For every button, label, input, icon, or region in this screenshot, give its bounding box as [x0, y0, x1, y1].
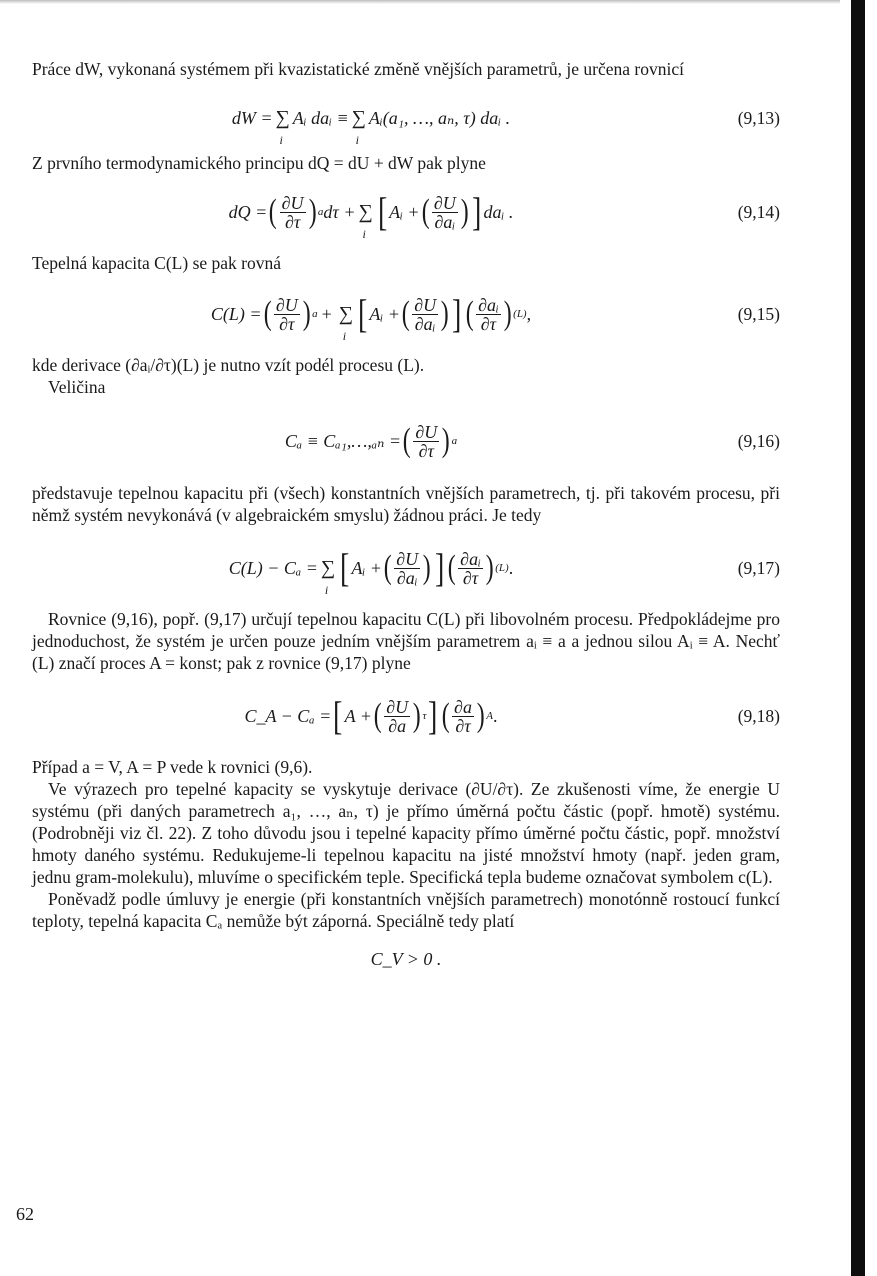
eq15-frac-2: $\frac{\partial U}{\text{∂aᵢ}}$	[414, 294, 437, 334]
eq13-number: (9,13)	[737, 108, 780, 128]
eq18-frac-2: $\frac{\partial a}{\partial\tau}$	[454, 696, 472, 736]
eq15-number: (9,15)	[737, 304, 780, 324]
eq13-sum-1: ∑ i	[275, 107, 290, 147]
final-inequality: C_V > 0 .	[370, 949, 442, 969]
eq15-lhs: C(L) =	[210, 304, 262, 324]
equation-9-18: C_A − Cₐ = [ A + ( $\frac{\partial U}{\partial a}$ ) τ ] ( $\frac{\partial a}{\partial\tau}$ ) A . (9,18)	[244, 693, 780, 738]
paragraph-9: Ve výrazech pro tepelné kapacity se vyskytuje derivace (∂U/∂τ). Ze zkušenosti víme, že energie U systému (při daných parametrech a₁, …, aₙ, τ) je přímo úměrná počtu částic (popř. hmotě) systému. (Podrobněji viz čl. 22). Z toho důvodu jsou i tepelné kapacity přímo úměrné počtu částic, popř. množství hmoty daného systému. Redukujeme-li tepelnou kapacitu na jisté množství hmoty (např. jeden gram, jednu gram-molekulu), mluvíme o specifickém teple. Specifická tepla budeme označovat symbolem c(L).	[32, 779, 780, 887]
equation-9-14: dQ = ( $\frac{\partial U}{\partial\tau}$ ) a dτ + ∑ i [ Aᵢ + ( $\frac{\partial U}{\text{∂aᵢ}}$ ) ] daᵢ . (9,14)	[228, 189, 780, 241]
eq15-frac-1: $\frac{\partial U}{\partial\tau}$	[275, 294, 298, 334]
eq17-Ai: Aᵢ +	[351, 558, 382, 578]
eq14-frac-1: $\frac{\partial U}{\partial\tau}$	[281, 192, 304, 232]
eq15-Ai: Aᵢ +	[369, 304, 400, 324]
eq18-number: (9,18)	[737, 706, 780, 726]
eq15-sum: ∑ i	[338, 303, 354, 343]
equation-9-15: C(L) = ( $\frac{\partial U}{\partial\tau}$ ) a + ∑ i [ Aᵢ + ( $\frac{\partial U}{\text{∂aᵢ}}$ ) ] ( $\frac{\text{∂aᵢ}}{\partial\tau}$ ) (L) , (9,15)	[210, 291, 780, 343]
eq17-lhs: C(L) − Cₐ =	[228, 558, 318, 578]
eq16-lhs: Cₐ ≡ Cₐ₁,…,ₐₙ =	[284, 431, 402, 451]
paragraph-3: Tepelná kapacita C(L) se pak rovná	[32, 253, 282, 273]
eq13-lhs: dW =	[231, 108, 273, 128]
paragraph-5: Veličina	[48, 377, 106, 397]
eq18-frac-1: $\frac{\partial U}{\partial a}$	[386, 696, 409, 736]
eq14-sum: ∑ i	[358, 201, 373, 241]
eq13-term-2: Aᵢ(a₁, …, aₙ, τ) daᵢ .	[368, 108, 511, 128]
equation-9-17: C(L) − Cₐ = ∑ i [ Aᵢ + ( $\frac{\partial U}{\text{∂aᵢ}}$ ) ] ( $\frac{\text{∂aᵢ}}{\partial\tau}$ ) (L) . (9,17)	[228, 545, 780, 597]
page-number: 62	[16, 1204, 34, 1224]
scan-top-shadow	[0, 0, 840, 4]
eq16-frac: $\frac{\partial U}{\partial\tau}$	[415, 421, 438, 461]
eq17-number: (9,17)	[737, 558, 780, 578]
paragraph-10: Poněvadž podle úmluvy je energie (při konstantních vnějších parametrech) monotónně rostoucí funkcí teploty, tepelná kapacita Cₐ nemůže být záporná. Speciálně tedy platí	[32, 889, 780, 931]
paragraph-2: Z prvního termodynamického principu dQ = dU + dW pak plyne	[32, 153, 486, 173]
eq18-lhs: C_A − Cₐ =	[244, 706, 332, 726]
paragraph-8: Případ a = V, A = P vede k rovnici (9,6).	[32, 757, 313, 777]
eq16-number: (9,16)	[737, 431, 780, 451]
eq13-term-1: Aᵢ daᵢ ≡	[292, 108, 349, 128]
eq14-frac-2: $\frac{\partial U}{\text{∂aᵢ}}$	[433, 192, 456, 232]
eq17-sum: ∑ i	[320, 557, 336, 597]
eq14-number: (9,14)	[737, 202, 780, 222]
eq14-dtau: dτ +	[323, 202, 356, 222]
equation-9-16: Cₐ ≡ Cₐ₁,…,ₐₙ = ( $\frac{\partial U}{\partial\tau}$ ) a (9,16)	[284, 421, 780, 461]
eq18-A: A +	[344, 706, 372, 726]
paragraph-1: Práce dW, vykonaná systémem při kvazistatické změně vnějších parametrů, je určena rovnicí	[32, 59, 684, 79]
paragraph-7: Rovnice (9,16), popř. (9,17) určují tepelnou kapacitu C(L) při libovolném procesu. Předpokládejme pro jednoduchost, že systém je určen pouze jedním vnějším parametrem aᵢ ≡ a a jednou silou Aᵢ ≡ A. Nechť (L) značí proces A = konst; pak z rovnice (9,17) plyne	[32, 609, 780, 673]
eq14-Ai: Aᵢ +	[389, 202, 420, 222]
eq17-frac-2: $\frac{\text{∂aᵢ}}{\partial\tau}$	[460, 548, 481, 588]
equation-9-13	[32, 96, 780, 147]
eq13-sum-2: ∑ i	[351, 107, 366, 147]
eq17-frac-1: $\frac{\partial U}{\text{∂aᵢ}}$	[396, 548, 419, 588]
eq14-dai: daᵢ .	[483, 202, 514, 222]
scan-edge-bar	[851, 0, 865, 1276]
eq14-lhs: dQ =	[228, 202, 268, 222]
eq15-frac-3: $\frac{\text{∂aᵢ}}{\partial\tau}$	[478, 294, 499, 334]
paragraph-4: kde derivace (∂aᵢ/∂τ)(L) je nutno vzít podél procesu (L).	[32, 355, 425, 375]
page-content	[32, 58, 780, 972]
paragraph-6: představuje tepelnou kapacitu při (všech) konstantních vnějších parametrech, tj. při takovém procesu, při němž systém nevykonává (v algebraickém smyslu) žádnou práci. Je tedy	[32, 483, 780, 525]
